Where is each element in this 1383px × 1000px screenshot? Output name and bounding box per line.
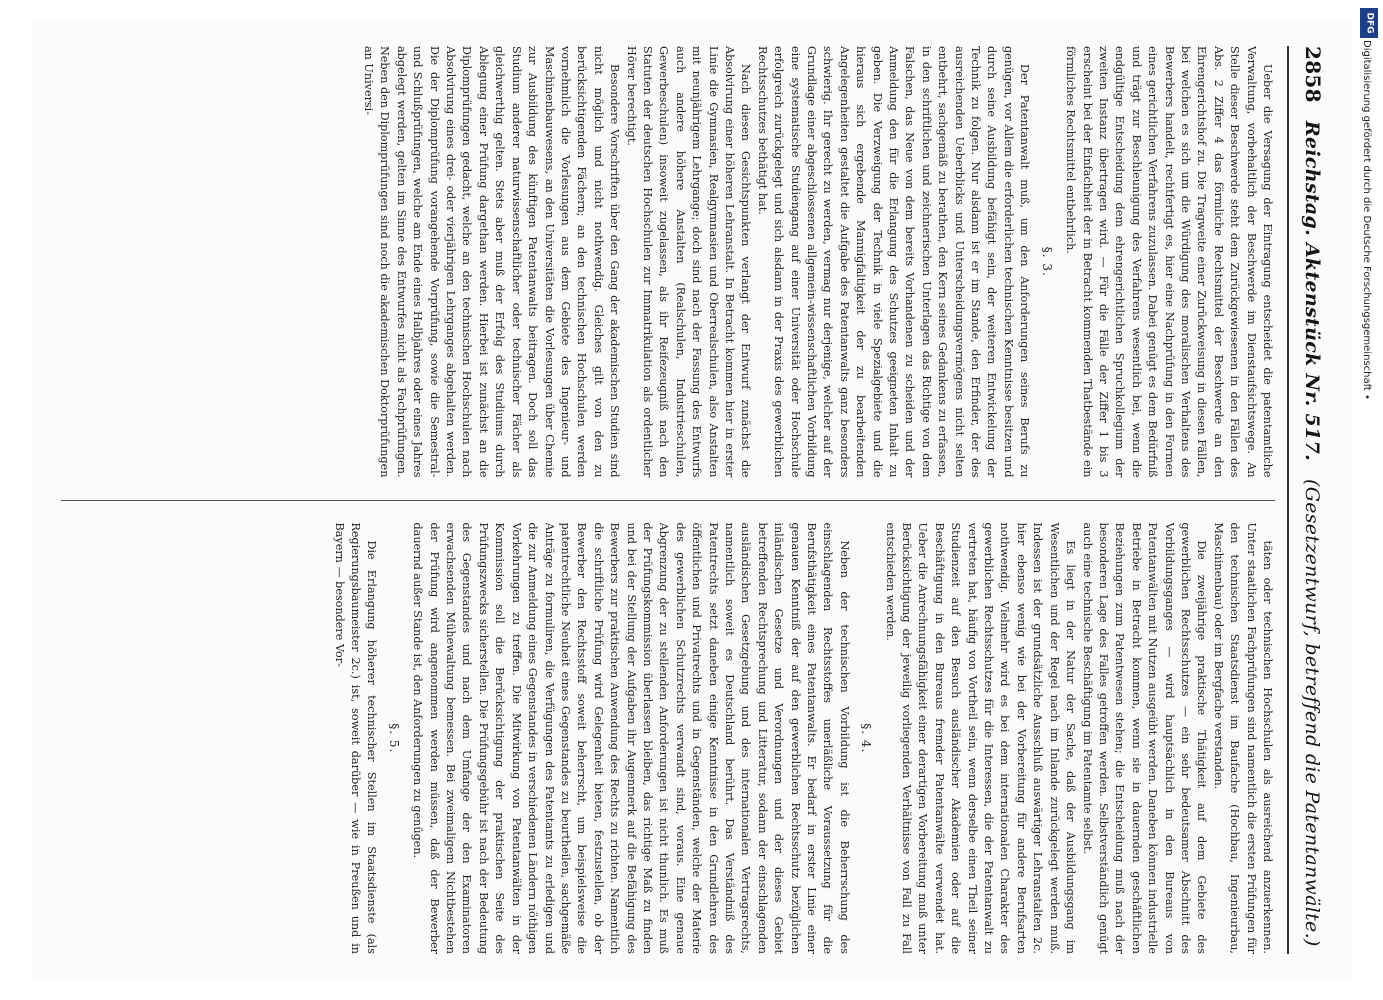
section-heading: §. 3. xyxy=(1039,246,1054,277)
paragraph: Es liegt in der Natur der Sache, daß der Ausbildungsgang im Wesentlichen und der Regel nach im Inlande zurückgelegt werden muß. Indessen ist der grundsätzliche Ausschluß auswärtiger Lehranstalten 2c. hier ebenso wenig wie bei der Vorbereitung für andere Berufsarten nothwendig. Vielmehr wird es bei dem internationalen Charakter des gewerblichen Rechtsschutzes für die Interessen, die der Patentanwalt zu vertreten hat, häufig von Vortheil sein, wenn derselbe einen Theil seiner Studienzeit auf den Besuch ausländischer Akademien oder auf die Beschäftigung in den Bureaus fremder Patentanwälte verwendet hat. Ueber die Anrechnungsfähigkeit einer derartigen Vorbereitung muß unter Berücksichtigung der jeweilig vorliegenden Verhältnisse von Fall zu Fall entschieden werden. xyxy=(883,522,1078,954)
text-column-right xyxy=(61,523,1275,955)
paragraph: Besondere Vorschriften über den Gang der akademischen Studien sind nicht möglich und nicht nothwendig. Gleiches gilt von den zu berücksichtigenden Fächern; an den technischen Hochschulen werden vornehmlich die Vorlesungen aus dem Gebiete des Ingenieur- und Maschinenbauwesens, an den Universitäten die Vorlesungen über Chemie zur Ausbildung des künftigen Patentanwalts beitragen. Doch soll das Studium anderer naturwissenschaftlicher oder technischer Fächer als gleichwerthig gelten. Stets aber muß der Erfolg des Studiums durch Ablegung einer Prüfung dargethan werden. Hierbei ist zunächst an die Diplomprüfungen gedacht, welche an den technischen Hochschulen nach Absolvirung eines drei- oder vierjährigen Lehrganges abgehalten werden. Die der Diplomprüfung vorangehende Vorprüfung, sowie die Semestral- und Schlußprüfungen, welche am Ende eines Halbjahres oder eines Jahres abgelegt werden, gelten im Sinne des Entwurfes nicht als Fachprüfungen. Neben den Diplomprüfungen sind noch die akademischen Doktorprüfungen an Universi- xyxy=(362,46,622,478)
section-heading: §. 4. xyxy=(859,723,874,754)
header-subtitle: (Gesetzentwurf, betreffend die Patentanwälte.) xyxy=(1301,479,1323,947)
credit-text: Digitalisierung gefördert durch die Deutsche Forschungsgemeinschaft • xyxy=(1361,40,1372,400)
dfg-logo-badge xyxy=(1360,8,1378,38)
dfg-badge-label: DFG xyxy=(1364,12,1375,34)
section-heading: §. 5. xyxy=(386,723,401,754)
paragraph: Neben der technischen Vorbildung ist die Beherrschung des einschlagenden Rechtsstoffes unerläßliche Voraussetzung für die Berufsthätigkeit eines Patentanwalts. Er bedarf in erster Linie einer genauen Kenntniß der auf den gewerblichen Rechtsschutz bezüglichen inländischen Gesetze und Verordnungen und der dieses Gebiet betreffenden Rechtsprechung und Litteratur, sodann der einschlagenden ausländischen Gesetzgebung und des internationalen Vertragsrechts, namentlich soweit es Deutschland berührt. Das Verständniß des Patentrechts setzt daneben einige Kenntnisse in den Grundlehren des öffentlichen und Privatrechts und in Gegenständen, welche der Materie des gewerblichen Schutzrechts verwandt sind, voraus. Eine genaue Abgrenzung der zu stellenden Anforderungen ist nicht thunlich. Es muß der Prüfungskommission überlassen bleiben, das richtige Maß zu finden und bei der Stellung der Aufgaben ihr Augenmerk auf die Befähigung des Bewerbers zur praktischen Anwendung des Rechts zu richten. Namentlich die schriftliche Prüfung wird Gelegenheit bieten, festzustellen, ob der Bewerber den Rechtsstoff soweit beherrscht, um beispielsweise die patentrechtliche Neuheit eines Gegenstandes zu beurtheilen, sachgemäße Anträge zu formuliren, die Verfügungen des Patentamts zu erledigen und die zur Anmeldung eines Gegenstandes in verschiedenen Ländern nöthigen Vorkehrungen zu treffen. Die Mitwirkung von Patentanwälten in der Kommission soll die Berücksichtigung der praktischen Seite des Prüfungszwecks sicherstellen. Die Prüfungsgebühr ist nach der Bedeutung des Gegenstandes und nach dem Umfange der den Examinatoren erwachsenden Mühewaltung bemessen. Bei zweimaligem Nichtbestehen der Prüfung wird angenommen werden müssen, daß der Bewerber dauernd außer Stande ist, den Anforderungen zu genügen. xyxy=(411,522,851,954)
text-columns xyxy=(61,46,1275,954)
column-divider xyxy=(61,500,1275,501)
paragraph: Nach diesen Gesichtspunkten verlangt der Entwurf zunächst die Absolvirung einer höheren Lehranstalt. In Betracht kommen hier in erster Linie die Gymnasien, Realgymnasien und Oberrealschulen, also Anstalten mit neunjährigem Lehrgange; doch sind nach der Fassung des Entwurfs auch andere höhere Anstalten (Realschulen, Industrieschulen, Gewerbeschulen) insoweit zugelassen, als ihr Reifezeugniß nach den Statuten der deutschen Hochschulen zur Immatrikulation als ordentlicher Hörer berechtigt. xyxy=(624,46,753,478)
scanned-document-page xyxy=(31,20,1351,980)
text-column-left xyxy=(61,46,1275,478)
paragraph: Die zweijährige praktische Thätigkeit auf dem Gebiete des gewerblichen Rechtsschutzes — ein sehr bedeutsamer Abschnitt des Vorbildungsganges — wird hauptsächlich in den Bureaus von Patentanwälten mit Nutzen ausgeübt werden. Daneben können industrielle Betriebe in Betracht kommen, wenn sie in dauernden geschäftlichen Beziehungen zum Patentwesen stehen; die Entscheidung muß nach der besonderen Lage des Falles getroffen werden. Selbstverständlich genügt auch eine technische Beschäftigung im Patentamte selbst. xyxy=(1080,522,1209,954)
header-title: Reichstag. Aktenstück Nr. 517. xyxy=(1301,120,1323,462)
paragraph: Ueber die Versagung der Eintragung entscheidet die patentamtliche Verwaltung, vorbehaltlich der Beschwerde im Dienstaufsichtswege. An Stelle dieser Beschwerde steht dem Zurückgewiesenen in den Fällen des Abs. 2 Ziffer 4 das förmliche Rechtsmittel der Beschwerde an den Ehrengerichtshof zu. Die Tragweite einer Zurückweisung in diesen Fällen, bei welchen es sich um die Würdigung des moralischen Verhaltens des Bewerbers handelt, rechtfertigt es, hier eine Nachprüfung in den Formen eines gerichtlichen Verfahrens zuzulassen. Dabei genügt es dem Bedürfniß und trägt zur Beschleunigung des Verfahrens wesentlich bei, wenn die endgültige Entscheidung dem ehrengerichtlichen Spruchkollegium der zweiten Instanz übertragen wird. — Für die Fälle der Ziffer 1 bis 3 erscheint bei der Einfachheit der in Betracht kommenden Thatbestände ein förmliches Rechtsmittel entbehrlich. xyxy=(1064,46,1274,478)
paragraph: Der Patentanwalt muß, um den Anforderungen seines Berufs zu genügen, vor Allem die erforderlichen technischen Kenntnisse besitzen und durch seine Ausbildung befähigt sein, der weiteren Entwickelung der Technik zu folgen. Nur alsdann ist er im Stande, den Erfinder, der des ausreichenden Ueberblicks und Unterscheidungsvermögens nicht selten entbehrt, sachgemäß zu berathen, den Kern seines Gedankens zu erfassen, in den schriftlichen und zeichnerischen Unterlagen das Richtige von dem Falschen, das Neue von dem bereits Vorhandenen zu scheiden und der Anmeldung den für die Erlangung des Schutzes geeigneten Inhalt zu geben. Die Verzweigung der Technik in viele Spezialgebiete und die hieraus sich ergebende Mannigfaltigkeit der zu bearbeitenden Angelegenheiten gestaltet die Aufgabe des Patentanwalts ganz besonders schwierig. Ihr gerecht zu werden, vermag nur derjenige, welcher auf der Grundlage einer abgeschlossenen allgemein-wissenschaftlichen Vorbildung eine systematische Studiengang auf einer Universität oder Hochschule erfolgreich zurückgelegt und sich alsdann in der Praxis des gewerblichen Rechtsschutzes bethätigt hat. xyxy=(755,46,1032,478)
digitization-credit xyxy=(1355,40,1377,780)
paragraph: täten oder technischen Hochschulen als ausreichend anzuerkennen. Unter staatlichen Fachprüfungen sind namentlich die ersten Prüfungen für den technischen Staatsdienst im Baufache (Hochbau, Ingenieurbau, Maschinenbau) oder im Bergfache verstanden. xyxy=(1211,522,1274,954)
header-rule xyxy=(1287,46,1289,954)
page-header xyxy=(1295,46,1325,954)
paragraph: Die Erlangung höherer technischer Stellen im Staatsdienste (als Regierungsbaumeister 2c.) ist, soweit darüber — wie in Preußen und in Bayern — besondere Vor- xyxy=(332,522,379,954)
page-number: 2858 xyxy=(1301,46,1325,103)
